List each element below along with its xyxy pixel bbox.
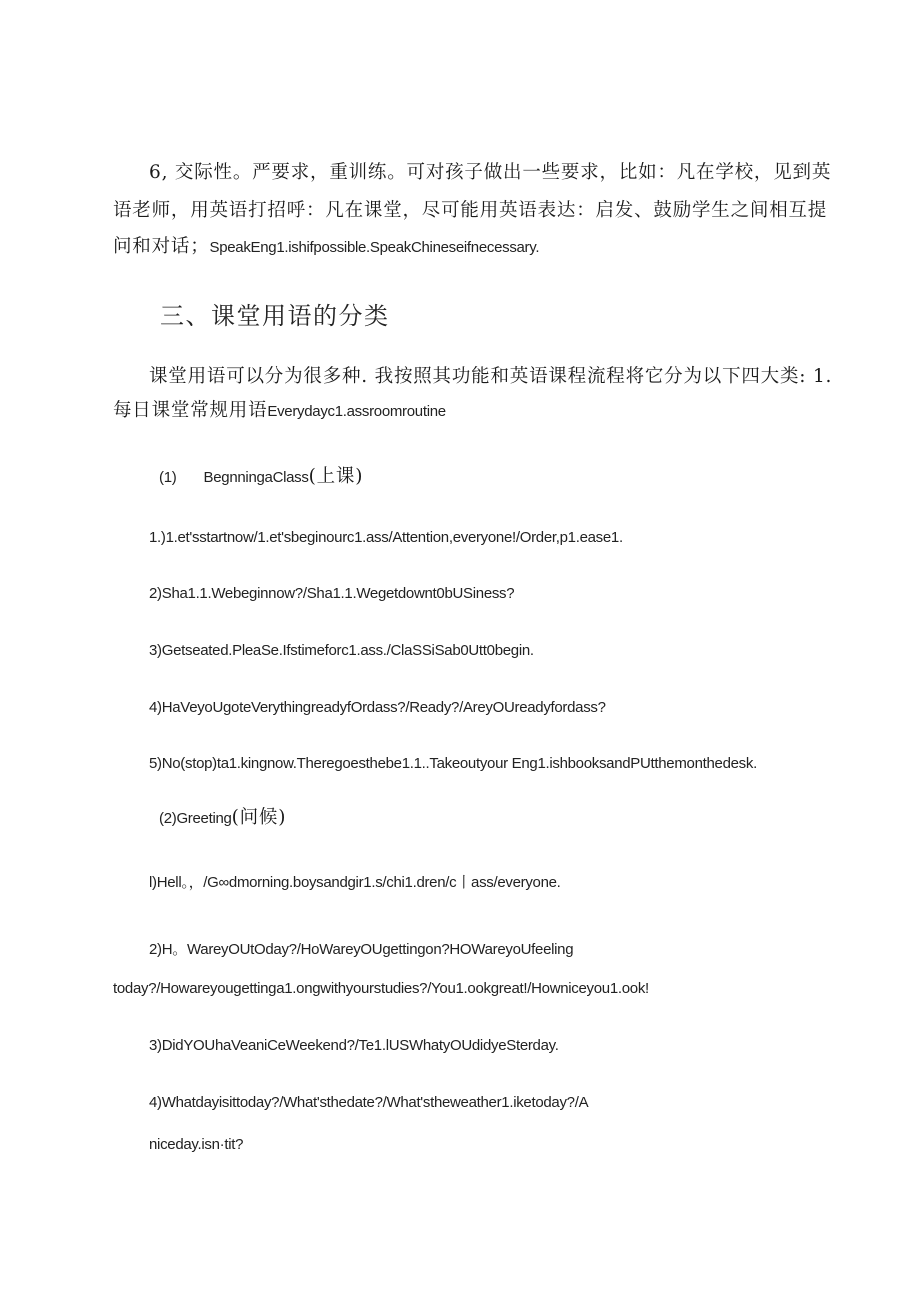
para6-line1: 6, 交际性。严要求，重训练。可对孩子做出一些要求，比如：凡在学校，见到英 — [149, 162, 832, 183]
section1-number: (1) — [159, 469, 177, 486]
para6-line2: 语老师，用英语打招呼：凡在课堂，尽可能用英语表达：启发、鼓励学生之间相互提 — [113, 200, 828, 221]
section1-title-en: BegnningaClass — [203, 469, 309, 486]
intro-line1: 课堂用语可以分为很多种. 我按照其功能和英语课程流程将它分为以下四大类: 1. — [149, 366, 833, 387]
para6-line3-cn: 问和对话； — [113, 236, 210, 257]
section2-title-en: Greeting — [176, 810, 232, 827]
intro-line2 — [113, 396, 446, 422]
section1-item-1: 1.)1.et'sstartnow/1.et'sbeginourc1.ass/Attention,everyone!/Order,p1.ease1. — [149, 529, 623, 546]
section2-item-3: 3)DidYOUhaVeaniCeWeekend?/Te1.lUSWhatyOUdidyeSterday. — [149, 1037, 559, 1054]
section-heading: 三、课堂用语的分类 — [160, 302, 390, 330]
section1-item-4: 4)HaVeyoUgoteVerythingreadyfOrdass?/Ready?/AreyOUreadyfordass? — [149, 699, 606, 716]
section2-item-2-line2: today?/Howareyougettinga1.ongwithyourstudies?/You1.ookgreat!/Howniceyou1.ook! — [113, 980, 649, 997]
section1-title — [159, 462, 363, 488]
section2-number: (2) — [159, 810, 177, 827]
section2-item-2-line1: 2)H。WareyOUtOday?/HoWareyOUgettingon?HOWareyoUfeeling — [149, 941, 574, 958]
section1-title-cn: (上课) — [308, 466, 364, 487]
section2-item-4-line1: 4)Whatdayisittoday?/What'sthedate?/What'stheweather1.iketoday?/A — [149, 1094, 589, 1111]
section2-item-1: l)Hell。，/G∞dmorning.boysandgir1.s/chi1.dren/c丨ass/everyone. — [149, 874, 561, 891]
para6-line3-en: SpeakEng1.ishifpossible.SpeakChineseifnecessary. — [209, 239, 540, 256]
section1-item-3: 3)Getseated.PleaSe.Ifstimeforc1.ass./ClaSSiSab0Utt0begin. — [149, 642, 534, 659]
section1-item-2: 2)Sha1.1.Webeginnow?/Sha1.1.Wegetdownt0bUSiness? — [149, 585, 515, 602]
section2-title — [159, 803, 286, 829]
intro-line2-en: Everydayc1.assroomroutine — [267, 403, 446, 420]
section2-title-cn: (问候) — [231, 807, 287, 828]
section1-item-5: 5)No(stop)ta1.kingnow.Theregoesthebe1.1..Takeoutyour Eng1.ishbooksandPUtthemonthedesk. — [149, 755, 757, 772]
section2-item-4-line2: niceday.isn·tit? — [149, 1136, 244, 1153]
intro-line2-cn: 每日课堂常规用语 — [113, 400, 268, 421]
para6-line3 — [113, 232, 539, 258]
